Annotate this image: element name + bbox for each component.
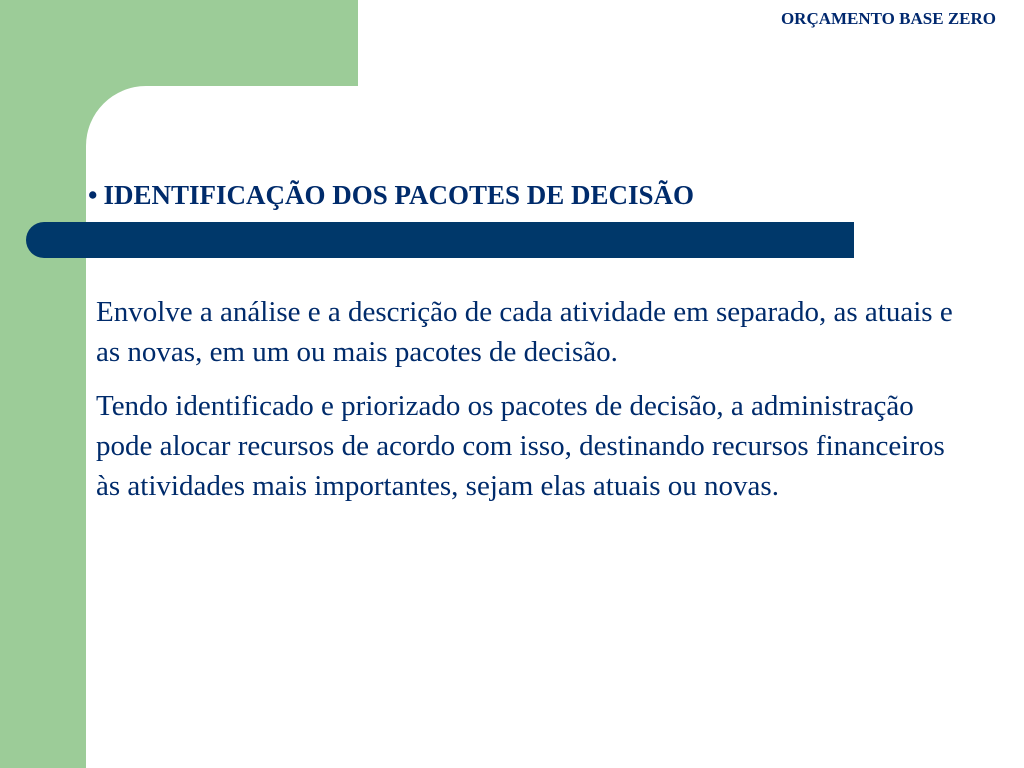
paragraph-2: Tendo identificado e priorizado os pacotes de decisão, a administração pode alocar recursos de acordo com isso, destinando recursos financeiros às atividades mais importantes, sejam elas atuais ou novas. bbox=[96, 390, 945, 502]
heading-bullet: • bbox=[88, 180, 98, 210]
header-title: ORÇAMENTO BASE ZERO bbox=[780, 9, 996, 28]
section-heading bbox=[88, 180, 694, 211]
paragraph-1: Envolve a análise e a descrição de cada atividade em separado, as atuais e as novas, em um ou mais pacotes de decisão. bbox=[96, 296, 953, 368]
heading-text: IDENTIFICAÇÃO DOS PACOTES DE DECISÃO bbox=[103, 180, 695, 210]
title-underline-bar bbox=[26, 222, 854, 258]
body-text bbox=[96, 292, 976, 520]
